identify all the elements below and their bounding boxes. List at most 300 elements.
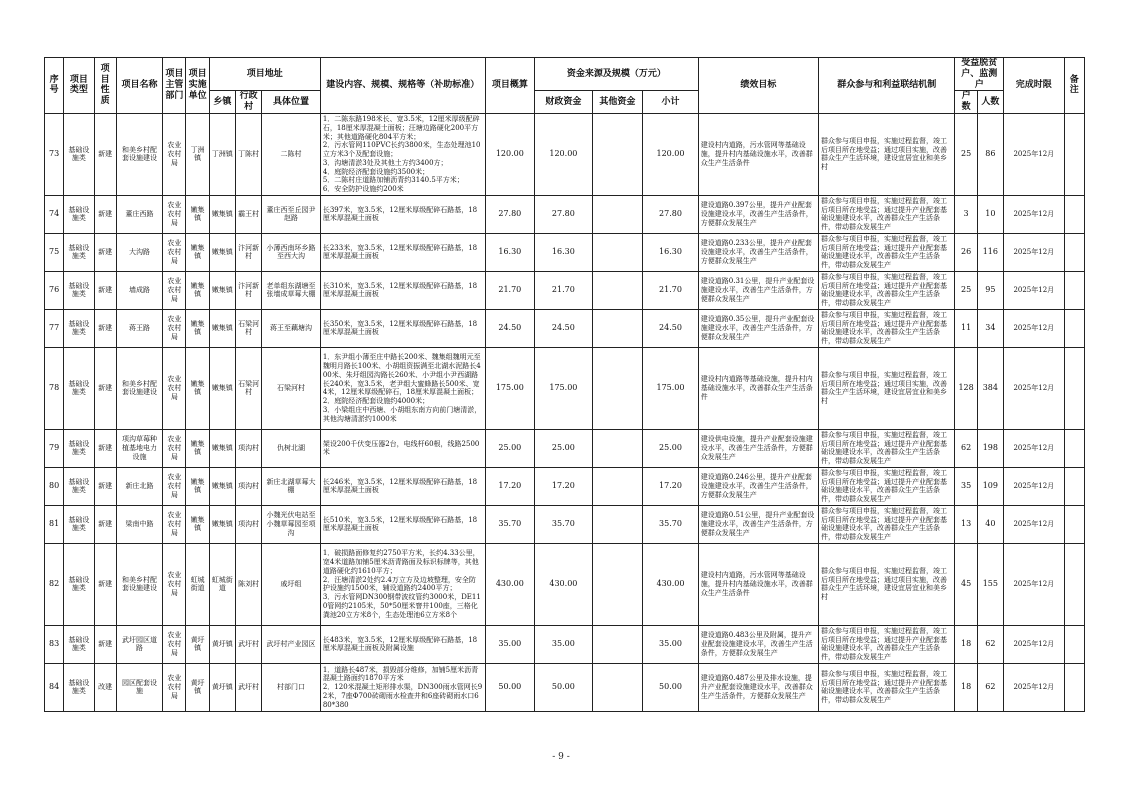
cell-goal [698,233,818,271]
cell-households-text: 18 [961,639,972,649]
cell-seq [45,271,64,309]
cell-unit-text: 嫩集镇 [190,319,205,337]
cell-nature-text: 新建 [98,384,113,393]
cell-remark [1064,505,1084,543]
cell-dept-text: 农业农村局 [167,511,182,537]
cell-subtotal-text: 17.20 [659,481,682,491]
cell-nature [94,625,116,663]
cell-seq-text: 81 [49,519,60,529]
cell-dept [163,505,186,543]
cell-other [592,347,643,429]
cell-deadline [1004,625,1065,663]
cell-subtotal [643,309,699,347]
cell-location-text: 二陈村 [280,150,302,159]
cell-mechanism-text: 群众参与项目申报，实施过程监督，竣工后项目所在地受益；通过项目实施，改善群众生产生活环境，建设宜居宜业和美乡村 [821,370,948,406]
cell-people-text: 62 [985,639,996,649]
cell-location-text: 武圩村产业园区 [266,640,316,649]
table-row [45,663,1085,711]
cell-nature [94,429,116,467]
cell-other [592,309,643,347]
cell-deadline [1004,347,1065,429]
cell-seq [45,543,64,625]
cell-seq [45,429,64,467]
cell-nature [94,113,116,195]
cell-fiscal [535,309,593,347]
cell-dept-text: 农业农村局 [167,631,182,657]
cell-unit [186,271,209,309]
cell-deadline-text: 2025年12月 [1013,384,1055,393]
cell-budget-text: 430.00 [495,579,524,589]
cell-dept [163,429,186,467]
header-nature: 项目性质 [94,58,116,114]
cell-mechanism-text: 群众参与项目申报，实施过程监督，竣工后项目所在地受益；通过提升产业配套基础设施建设水平，改善群众生产生活条件，带动群众发展生产 [821,310,948,346]
cell-content-text: 长510米，宽3.5米，12厘米厚级配碎石路基，18厘米厚混凝土面板 [322,515,478,533]
cell-name [116,663,162,711]
cell-category [64,467,94,505]
cell-unit [186,195,209,233]
cell-people-text: 384 [982,383,998,393]
cell-nature [94,233,116,271]
cell-category-text: 基础设施类 [68,281,90,299]
cell-deadline [1004,467,1065,505]
cell-content-text: 长233米，宽3.5米，12厘米厚级配碎石路基，18厘米厚混凝土面板 [322,243,478,261]
cell-deadline [1004,663,1065,711]
cell-goal [698,625,818,663]
cell-dept [163,625,186,663]
cell-mechanism-text: 群众参与项目申报，实施过程监督，竣工后项目所在地受益；通过提升产业配套基础设施建设水平，改善群众生产生活条件，带动群众发展生产 [821,196,948,232]
cell-content [320,309,485,347]
cell-budget-text: 25.00 [498,443,522,453]
cell-name-text: 和美乡村配套设施建设 [121,379,157,397]
cell-other [592,271,643,309]
cell-fiscal [535,113,593,195]
cell-village [235,113,261,195]
cell-fiscal-text: 16.30 [551,247,575,257]
cell-subtotal [643,271,699,309]
cell-category [64,429,94,467]
cell-mechanism-text: 群众参与项目申报，实施过程监督，竣工后项目所在地受益；通过提升产业配套基础设施建设水平，改善群众生产生活条件，带动群众发展生产 [821,468,948,504]
cell-remark [1064,543,1084,625]
cell-remark [1064,347,1084,429]
cell-village [235,625,261,663]
header-fiscal: 财政资金 [535,91,593,114]
cell-subtotal-text: 21.70 [659,285,682,295]
cell-other [592,543,643,625]
cell-seq [45,625,64,663]
cell-budget [485,429,535,467]
cell-unit-text: 嫩集镇 [190,243,205,261]
cell-dept [163,347,186,429]
cell-town [209,467,235,505]
header-deadline: 完成时限 [1004,58,1065,114]
cell-mechanism [819,543,955,625]
cell-households-text: 3 [963,209,969,219]
cell-name [116,347,162,429]
cell-other [592,429,643,467]
cell-location-text: 仇树北湖 [277,444,306,453]
cell-budget-text: 120.00 [495,149,524,159]
cell-content-text: 长397米，宽3.5米，12厘米厚级配碎石路基，18厘米厚混凝土面板 [322,205,478,223]
cell-town-text: 嫩集镇 [211,210,233,219]
cell-content-text: 1．东尹组小薄至庄中路长200米、魏集组魏明元至魏明月路长100米、小胡组资振满至北湖水泥路长400米、朱圩组园沟路长260米、小尹组小尹西湖路长240米，宽3.5米，老尹组大蜜蜂路长500米、宽4米，12厘米厚级配碎石，18厘米厚混凝土面板； 2．庭院经济配套设施约4000米； 3．小梁组庄中西塘、小胡组东南方向前门塘清淤，其他沟塘清淤约1000米 [322,353,482,423]
cell-town-text: 嫩集镇 [211,444,233,453]
cell-budget [485,625,535,663]
cell-households-text: 13 [961,519,972,529]
cell-dept-text: 农业农村局 [167,375,182,401]
cell-name [116,467,162,505]
cell-deadline-text: 2025年12月 [1013,640,1055,649]
cell-town [209,271,235,309]
cell-location [262,663,321,711]
header-dept: 项目主管部门 [163,58,186,114]
cell-nature [94,309,116,347]
cell-budget-text: 21.70 [498,285,522,295]
cell-location-text: 小魏光伏电站至小魏草莓园至项沟 [266,511,316,537]
page-number: - 9 - [552,752,570,762]
cell-town [209,113,235,195]
cell-unit [186,233,209,271]
cell-fiscal-text: 175.00 [549,383,578,393]
cell-seq [45,347,64,429]
cell-people-text: 155 [982,579,998,589]
cell-people-text: 109 [982,481,998,491]
cell-households-text: 11 [961,323,972,333]
cell-remark [1064,429,1084,467]
cell-content [320,113,485,195]
cell-fiscal-text: 21.70 [551,285,575,295]
cell-fiscal [535,625,593,663]
cell-people [977,195,1003,233]
cell-village [235,271,261,309]
cell-dept-text: 农业农村局 [167,201,182,227]
cell-unit [186,505,209,543]
cell-town [209,195,235,233]
cell-remark [1064,467,1084,505]
cell-remark [1064,309,1084,347]
cell-village [235,467,261,505]
cell-name [116,113,162,195]
cell-village [235,505,261,543]
cell-unit-text: 嫩集镇 [190,281,205,299]
cell-goal-text: 建设道路0.51公里，提升产业配套设施建设水平，改善生产生活条件，方便群众发展生产 [700,511,815,537]
cell-dept [163,543,186,625]
cell-nature-text: 改建 [98,683,113,692]
cell-goal-text: 建设道路0.397公里，提升产业配套设施建设水平，改善生产生活条件，方便群众发展生产 [700,201,813,227]
cell-location-text: 戚圩组 [280,580,302,589]
cell-name [116,625,162,663]
header-subtotal: 小计 [643,91,699,114]
cell-fiscal-text: 25.00 [551,443,575,453]
cell-village [235,429,261,467]
cell-goal-text: 建设道路0.246公里，提升产业配套设施建设水平，改善生产生活条件，方便群众发展生产 [700,473,813,499]
cell-village [235,195,261,233]
cell-mechanism-text: 群众参与项目申报，实施过程监督，竣工后项目所在地受益；通过提升产业配套基础设施建设水平，改善群众生产生活条件，带动群众发展生产 [821,669,948,705]
header-funds: 资金来源及规模（万元） [535,58,699,91]
cell-remark [1064,271,1084,309]
cell-town-text: 嫩集镇 [211,482,233,491]
cell-subtotal [643,113,699,195]
cell-name-text: 和美乡村配套设施建设 [121,145,157,163]
table-row [45,309,1085,347]
cell-nature-text: 新建 [98,482,113,491]
cell-goal [698,271,818,309]
cell-town [209,543,235,625]
cell-mechanism-text: 群众参与项目申报，实施过程监督，竣工后项目所在地受益；通过提升产业配套基础设施建设水平，改善群众生产生活条件，带动群众发展生产 [821,430,948,466]
cell-location-text: 石梁河村 [277,384,306,393]
cell-category [64,663,94,711]
cell-unit-text: 嫩集镇 [190,439,205,457]
cell-mechanism-text: 群众参与项目申报，实施过程监督，竣工后项目所在地受益；通过提升产业配套基础设施建设水平，改善群众生产生活条件，带动群众发展生产 [821,506,948,542]
cell-subtotal [643,543,699,625]
cell-subtotal [643,347,699,429]
cell-subtotal-text: 24.50 [659,323,682,333]
header-category: 项目类型 [64,58,94,114]
cell-fiscal-text: 17.20 [551,481,575,491]
cell-name-text: 和美乡村配套设施建设 [121,575,157,593]
cell-name [116,195,162,233]
cell-goal-text: 建设道路0.233公里，提升产业配套设施建设水平，改善生产生活条件，方便群众发展生产 [700,239,813,265]
cell-category-text: 基础设施类 [68,635,90,653]
cell-people [977,429,1003,467]
cell-content-text: 长246米，宽3.5米，12厘米厚级配碎石路基，18厘米厚混凝土面板 [322,477,478,495]
cell-households [955,505,977,543]
header-village: 行政村 [235,91,261,114]
cell-nature [94,347,116,429]
cell-people-text: 62 [985,682,996,692]
cell-mechanism [819,309,955,347]
cell-location [262,505,321,543]
cell-location-text: 小薄西南环乡路至西大沟 [266,243,316,261]
cell-seq-text: 75 [49,247,60,257]
table-row [45,233,1085,271]
cell-subtotal [643,195,699,233]
cell-budget-text: 35.70 [498,519,522,529]
header-other: 其他资金 [592,91,643,114]
cell-category-text: 基础设施类 [68,319,90,337]
cell-subtotal-text: 50.00 [659,682,682,692]
cell-households-text: 25 [961,149,972,159]
cell-dept [163,271,186,309]
cell-category-text: 基础设施类 [68,439,90,457]
cell-budget [485,347,535,429]
cell-category-text: 基础设施类 [68,205,90,223]
cell-budget [485,663,535,711]
cell-mechanism [819,347,955,429]
cell-people [977,233,1003,271]
cell-seq-text: 80 [49,481,60,491]
cell-seq-text: 83 [49,639,60,649]
cell-content [320,195,485,233]
cell-people [977,663,1003,711]
cell-village-text: 霸王村 [238,210,260,219]
cell-content-text: 长483米，宽3.5米，12厘米厚级配碎石路基，18厘米厚混凝土面板及附属设施 [322,635,478,653]
cell-other [592,233,643,271]
cell-content [320,543,485,625]
header-seq: 序号 [45,58,64,114]
cell-nature [94,271,116,309]
cell-unit-text: 黄圩镇 [190,635,205,653]
cell-category [64,505,94,543]
cell-village [235,309,261,347]
cell-dept-text: 农业农村局 [167,141,182,167]
cell-deadline-text: 2025年12月 [1013,150,1055,159]
cell-name-text: 大沟路 [128,248,150,257]
header-households: 户数 [955,91,977,114]
cell-village-text: 武圩村 [238,683,260,692]
cell-deadline [1004,543,1065,625]
cell-households-text: 62 [961,443,972,453]
cell-people [977,505,1003,543]
cell-village [235,233,261,271]
cell-fiscal [535,543,593,625]
cell-nature-text: 新建 [98,150,113,159]
cell-category-text: 基础设施类 [68,515,90,533]
cell-people-text: 86 [985,149,996,159]
cell-subtotal-text: 16.30 [659,247,682,257]
cell-village-text: 汴河新村 [238,243,260,261]
cell-town-text: 嫩集镇 [211,384,233,393]
cell-people-text: 198 [982,443,998,453]
cell-mechanism-text: 群众参与项目申报，实施过程监督，竣工后项目所在地受益；通过项目实施，改善群众生产生活环境，建设宜居宜业和美乡村 [821,136,948,172]
header-people: 人数 [977,91,1003,114]
cell-content-text: 长310米，宽3.5米，12厘米厚级配碎石路基，18厘米厚混凝土面板 [322,281,478,299]
cell-budget-text: 50.00 [498,682,522,692]
cell-budget [485,543,535,625]
cell-category-text: 基础设施类 [68,575,90,593]
cell-households [955,195,977,233]
cell-deadline-text: 2025年12月 [1013,286,1055,295]
cell-town-text: 嫩集镇 [211,248,233,257]
cell-location-text: 老单组东湖塘至张墙成草莓大棚 [266,281,316,299]
cell-village [235,347,261,429]
cell-content [320,429,485,467]
cell-goal-text: 建设村内道路等基础设施，提升村内基础设施水平，改善群众生产生活条件 [700,375,813,401]
cell-people [977,309,1003,347]
cell-deadline [1004,429,1065,467]
cell-people [977,113,1003,195]
cell-nature-text: 新建 [98,580,113,589]
cell-content-text: 架设200千伏变压器2台，电线杆60根，线路2500米 [322,439,480,457]
cell-seq-text: 74 [49,209,60,219]
cell-town [209,625,235,663]
cell-people [977,271,1003,309]
cell-deadline [1004,271,1065,309]
cell-deadline-text: 2025年12月 [1013,683,1055,692]
header-location: 具体位置 [262,91,321,114]
cell-people-text: 40 [985,519,996,529]
cell-mechanism [819,233,955,271]
cell-village [235,663,261,711]
cell-goal-text: 建设道路0.483公里及附属，提升产业配套设施建设水平，改善生产生活条件，方便群众发展生产 [700,631,813,657]
cell-deadline [1004,505,1065,543]
cell-seq-text: 73 [49,149,60,159]
cell-other [592,505,643,543]
cell-dept [163,663,186,711]
cell-fiscal-text: 50.00 [551,682,575,692]
cell-people [977,347,1003,429]
cell-mechanism [819,467,955,505]
cell-goal [698,429,818,467]
cell-goal-text: 建设道路0.487公里及排水设施，提升产业配套设施建设水平，改善群众生产生活条件，方便群众发展生产 [700,674,813,700]
cell-goal [698,113,818,195]
cell-unit-text: 丁洲镇 [190,145,205,163]
cell-mechanism-text: 群众参与项目申报，实施过程监督，竣工后项目所在地受益；通过项目实施，改善群众生产生活环境，建设宜居宜业和美乡村 [821,566,948,602]
cell-households [955,663,977,711]
cell-unit [186,113,209,195]
cell-dept-text: 农业农村局 [167,239,182,265]
cell-households-text: 45 [961,579,972,589]
cell-people [977,625,1003,663]
cell-unit [186,543,209,625]
cell-deadline [1004,113,1065,195]
cell-fiscal-text: 430.00 [549,579,578,589]
cell-households [955,429,977,467]
cell-unit-text: 嫩集镇 [190,477,205,495]
cell-budget [485,195,535,233]
cell-location-text: 蒋王至藕塘沟 [270,324,313,333]
cell-dept [163,233,186,271]
cell-remark [1064,233,1084,271]
cell-village-text: 丁陈村 [238,150,260,159]
cell-dept [163,195,186,233]
cell-subtotal-text: 25.00 [659,443,682,453]
cell-nature [94,663,116,711]
cell-mechanism [819,271,955,309]
cell-budget [485,505,535,543]
cell-mechanism-text: 群众参与项目申报，实施过程监督，竣工后项目所在地受益；通过提升产业配套基础设施建设水平，改善群众生产生活条件，带动群众发展生产 [821,626,948,662]
cell-town-text: 嫩集镇 [211,520,233,529]
cell-seq-text: 77 [49,323,60,333]
cell-goal [698,663,818,711]
cell-category [64,233,94,271]
cell-budget-text: 27.80 [498,209,522,219]
cell-goal [698,347,818,429]
cell-fiscal-text: 24.50 [551,323,575,333]
cell-location-text: 村部门口 [277,683,306,692]
table-row [45,271,1085,309]
cell-location [262,625,321,663]
cell-dept-text: 农业农村局 [167,277,182,303]
cell-fiscal-text: 27.80 [551,209,575,219]
cell-deadline [1004,309,1065,347]
cell-mechanism-text: 群众参与项目申报，实施过程监督，竣工后项目所在地受益；通过提升产业配套基础设施建设水平，改善群众生产生活条件，带动群众发展生产 [821,234,948,270]
cell-location [262,233,321,271]
cell-subtotal-text: 430.00 [656,579,685,589]
cell-people-text: 95 [985,285,996,295]
cell-budget-text: 175.00 [495,383,524,393]
cell-seq-text: 84 [49,682,60,692]
cell-name [116,429,162,467]
cell-nature-text: 新建 [98,286,113,295]
cell-category-text: 基础设施类 [68,145,90,163]
cell-mechanism [819,429,955,467]
cell-location-text: 董庄西至丘园尹赵路 [266,205,316,223]
cell-village-text: 武圩村 [238,640,260,649]
table-row [45,429,1085,467]
cell-village-text: 项沟村 [238,444,260,453]
cell-name-text: 董庄西路 [125,210,154,219]
cell-budget-text: 17.20 [498,481,522,491]
cell-people-text: 34 [985,323,996,333]
cell-other [592,663,643,711]
cell-content [320,505,485,543]
cell-fiscal-text: 35.70 [551,519,575,529]
cell-dept-text: 农业农村局 [167,315,182,341]
cell-location [262,429,321,467]
cell-budget-text: 16.30 [498,247,522,257]
cell-nature-text: 新建 [98,210,113,219]
cell-subtotal-text: 35.70 [659,519,682,529]
